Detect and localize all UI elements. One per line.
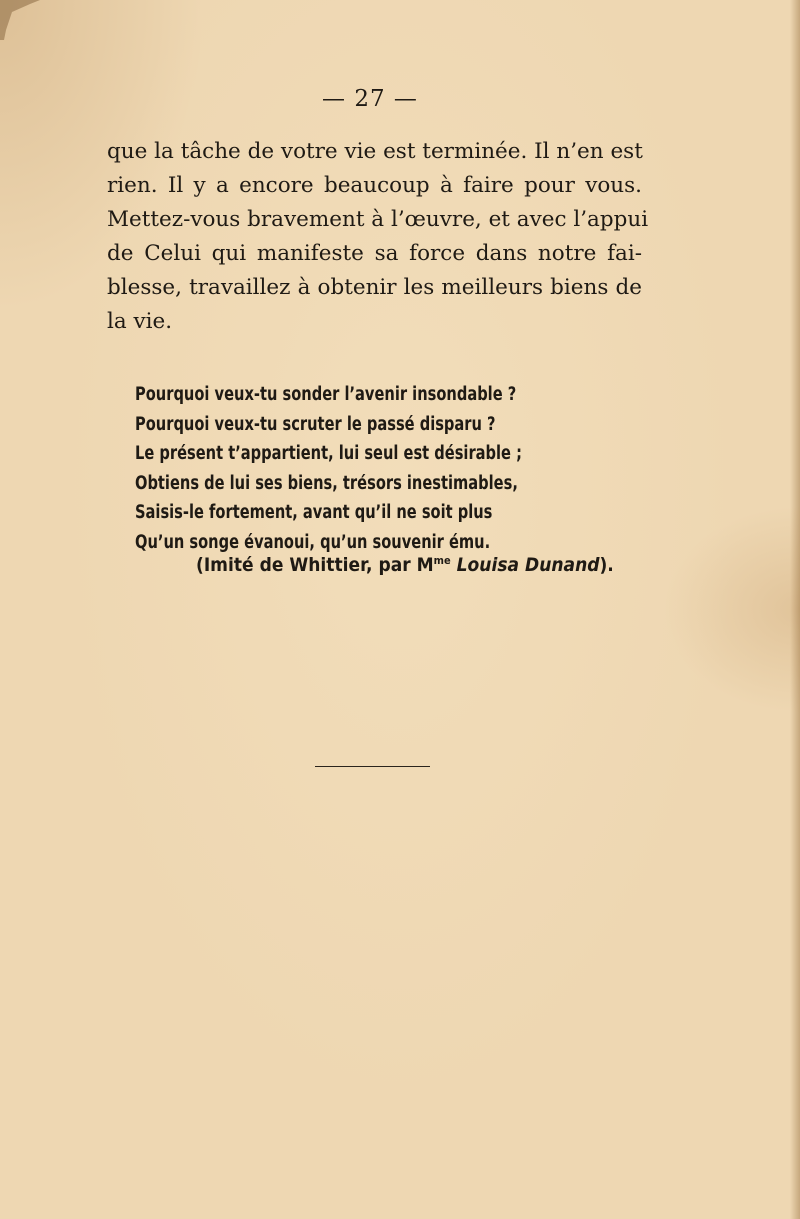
prose-line: de Celui qui manifeste sa force dans notre fai- (107, 241, 642, 266)
section-divider (315, 766, 430, 767)
prose-line: blesse, travaillez à obtenir les meilleurs biens de (107, 275, 642, 300)
attribution-author-name: Louisa Dunand (456, 554, 600, 576)
attribution-suffix: ). (599, 554, 614, 576)
poem-stanza (135, 380, 575, 557)
page-corner-mark (0, 0, 40, 40)
poem-attribution (196, 554, 614, 576)
poem-line: Obtiens de lui ses biens, trésors inestimables, (135, 472, 518, 494)
prose-line: Mettez-vous bravement à l’œuvre, et avec l’appui (107, 207, 649, 232)
poem-line: Le présent t’appartient, lui seul est désirable ; (135, 443, 522, 464)
prose-line: que la tâche de votre vie est terminée. Il n’en est (107, 139, 643, 164)
prose-line: la vie. (107, 309, 173, 334)
prose-line: rien. Il y a encore beaucoup à faire pour vous. (107, 173, 642, 198)
poem-line: Pourquoi veux-tu scruter le passé disparu ? (135, 413, 496, 435)
poem-line: Qu’un songe évanoui, qu’un souvenir ému. (135, 531, 491, 553)
attribution-superscript: me (433, 554, 451, 567)
prose-paragraph (107, 135, 649, 339)
poem-line: Pourquoi veux-tu sonder l’avenir insondable ? (135, 384, 517, 405)
page-edge-shadow (790, 0, 800, 1219)
attribution-prefix: (Imité de Whittier, par M (196, 554, 434, 576)
poem-line: Saisis-le fortement, avant qu’il ne soit plus (135, 502, 493, 523)
page-number: — 27 — (322, 86, 418, 112)
